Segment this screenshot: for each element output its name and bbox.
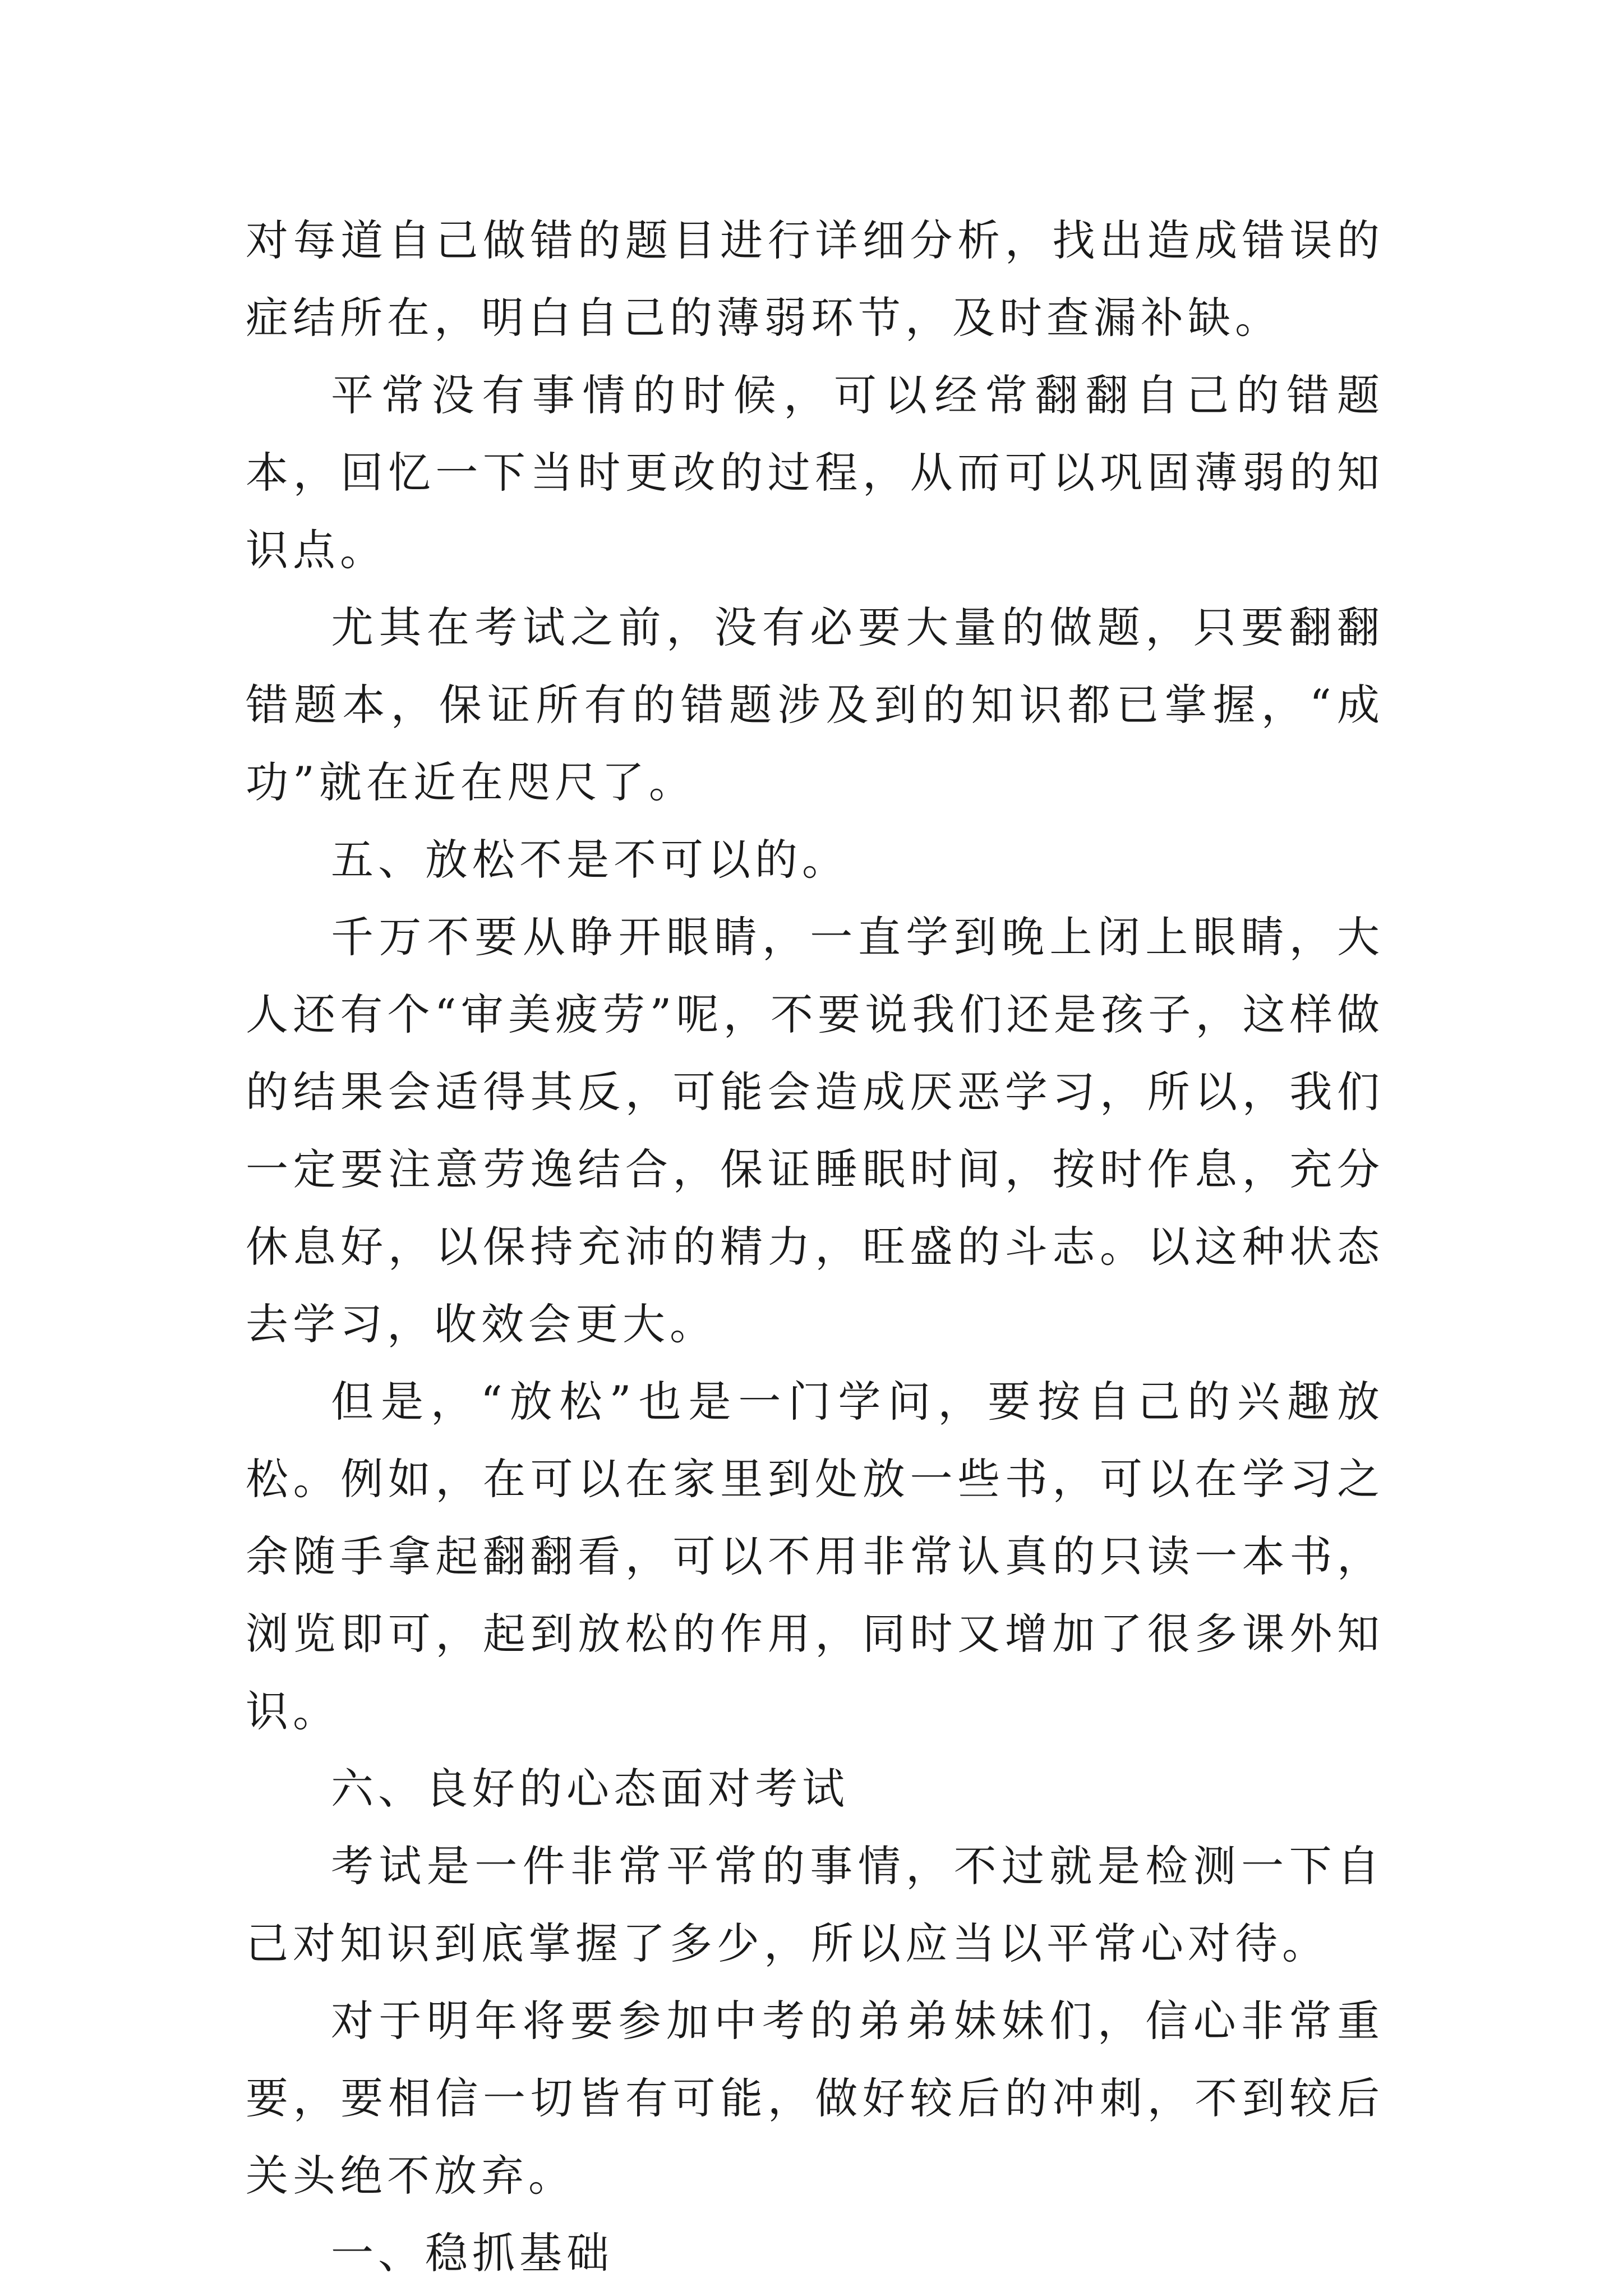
- section-heading-5: 五、放松不是不可以的。: [331, 835, 849, 885]
- paragraph-6: 考试是一件非常平常的事情，不过就是检测一下自己对知识到底掌握了多少，所以应当以平常心对待。: [246, 1841, 1384, 1968]
- paragraph-5: 但是，“放松”也是一门学问，要按自己的兴趣放松。例如，在可以在家里到处放一些书，可以在学习之余随手拿起翻翻看，可以不用非常认真的只读一本书，浏览即可，起到放松的作用，同时又增加了很多课外知识。: [246, 1377, 1384, 1736]
- paragraph-7: 对于明年将要参加中考的弟弟妹妹们，信心非常重要，要相信一切皆有可能，做好较后的冲刺，不到较后关头绝不放弃。: [246, 1996, 1384, 2201]
- paragraph-3: 尤其在考试之前，没有必要大量的做题，只要翻翻错题本，保证所有的错题涉及到的知识都已掌握，“成功”就在近在咫尺了。: [246, 602, 1384, 807]
- section-heading-1: 一、稳抓基础: [331, 2228, 614, 2278]
- paragraph-4: 千万不要从睁开眼睛，一直学到晚上闭上眼睛，大人还有个“审美疲劳”呢，不要说我们还是孩子，这样做的结果会适得其反，可能会造成厌恶学习，所以，我们一定要注意劳逸结合，保证睡眠时间，按时作息，充分休息好，以保持充沛的精力，旺盛的斗志。以这种状态去学习，收效会更大。: [246, 912, 1384, 1349]
- body-text: [246, 202, 1384, 2292]
- paragraph-1: 对每道自己做错的题目进行详细分析，找出造成错误的症结所在，明白自己的薄弱环节，及时查漏补缺。: [246, 215, 1384, 343]
- paragraph-2: 平常没有事情的时候，可以经常翻翻自己的错题本，回忆一下当时更改的过程，从而可以巩固薄弱的知识点。: [246, 370, 1384, 575]
- section-heading-6: 六、良好的心态面对考试: [331, 1764, 849, 1814]
